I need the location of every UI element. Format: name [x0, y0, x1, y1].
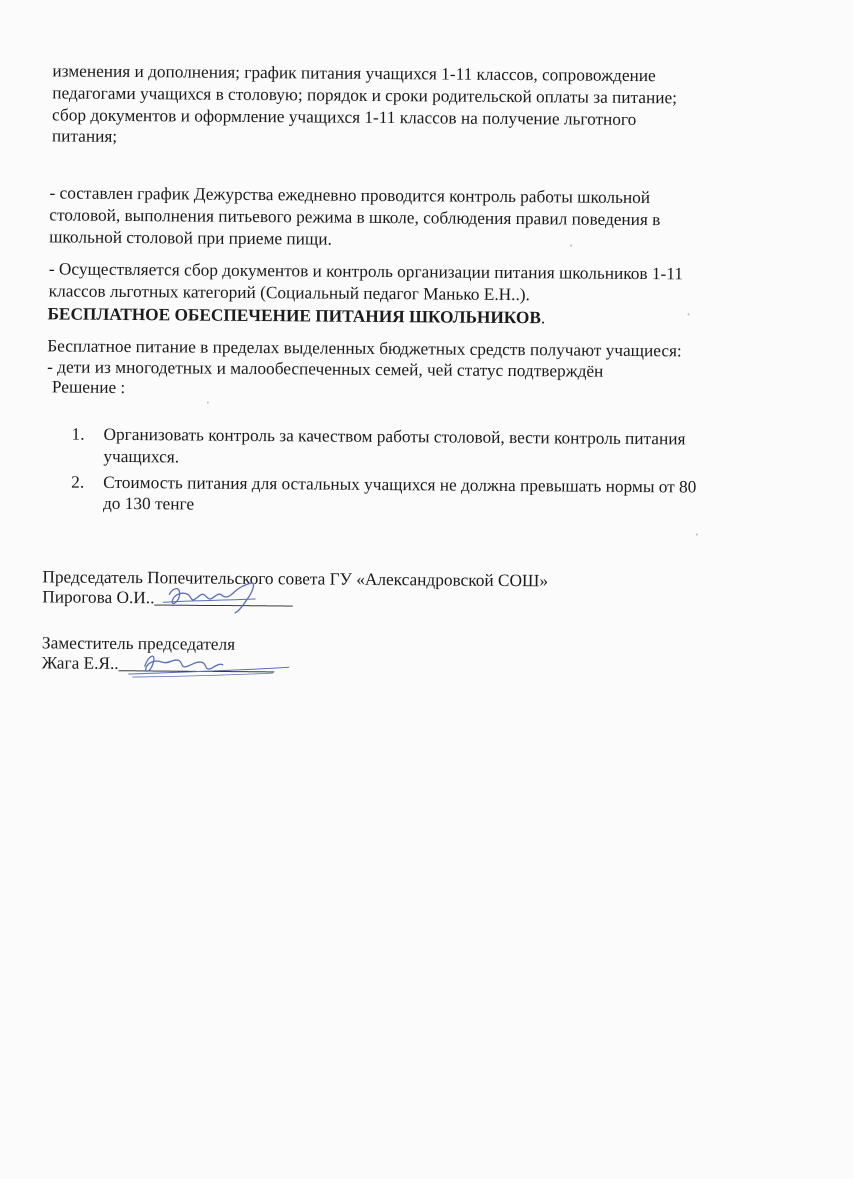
decision-item-2-text: Стоимость питания для остальных учащихся не должна превышать нормы от 80 — [103, 472, 697, 497]
paragraph-1-line-2: педагогами учащихся в столовую; порядок и сроки родительской оплаты за питание; — [52, 83, 678, 108]
paragraph-1-line-4: питания; — [51, 126, 118, 146]
chair-signature-scribble — [155, 576, 275, 617]
deputy-signature-scribble — [123, 646, 293, 683]
chair-sign-underline: ________________ — [154, 588, 293, 609]
section-heading — [47, 304, 545, 328]
deputy-sign-underline: __________________ — [118, 653, 275, 675]
chair-title: Председатель Попечительского совета ГУ «Александровской СОШ» — [42, 567, 549, 591]
decision-item-1-number: 1. — [71, 424, 85, 444]
paragraph-2-line-2: столовой, выполнения питьевого режима в школе, соблюдения правил поведения в — [49, 205, 661, 230]
paragraph-2-line-3: школьной столовой при приеме пищи. — [49, 227, 332, 249]
paragraph-2-line-1: - составлен график Дежурства ежедневно проводится контроль работы школьной — [49, 183, 651, 208]
decision-item-1-text: Организовать контроль за качеством работы столовой, вести контроль питания — [103, 424, 686, 449]
free-meals-line-1: Бесплатное питание в пределах выделенных бюджетных средств получают учащиеся: — [47, 336, 682, 361]
paragraph-1-line-3: сбор документов и оформление учащихся 1-11 классов на получение льготного — [52, 105, 637, 130]
deputy-name: Жага Е.Я.. — [41, 653, 119, 673]
scan-speck — [570, 244, 572, 246]
paragraph-3-line-1: - Осуществляется сбор документов и контроль организации питания школьников 1-11 — [48, 259, 683, 284]
paragraph-3-line-2: классов льготных категорий (Социальный педагог Манько Е.Н..). — [48, 281, 530, 305]
chair-name: Пирогова О.И.. — [42, 587, 155, 608]
section-heading-period: . — [540, 308, 546, 328]
scan-speck — [207, 402, 209, 404]
paragraph-1-line-1: изменения и дополнения; график питания учащихся 1-11 классов, сопровождение — [52, 61, 656, 86]
decision-item-1-line-1 — [72, 425, 686, 450]
decision-item-2-number: 2. — [71, 472, 85, 492]
free-meals-line-2: - дети из многодетных и малообеспеченных семей, чей статус подтверждён — [47, 357, 604, 381]
scan-speck — [696, 533, 698, 535]
decision-item-1-line-2: учащихся. — [103, 446, 180, 467]
decision-item-2-line-2: до 130 тенге — [102, 493, 195, 514]
section-heading-text: БЕСПЛАТНОЕ ОБЕСПЕЧЕНИЕ ПИТАНИЯ ШКОЛЬНИКОВ — [47, 304, 541, 328]
scan-speck — [688, 313, 690, 315]
decision-label: Решение : — [51, 377, 126, 397]
deputy-title: Заместитель председателя — [41, 633, 236, 654]
